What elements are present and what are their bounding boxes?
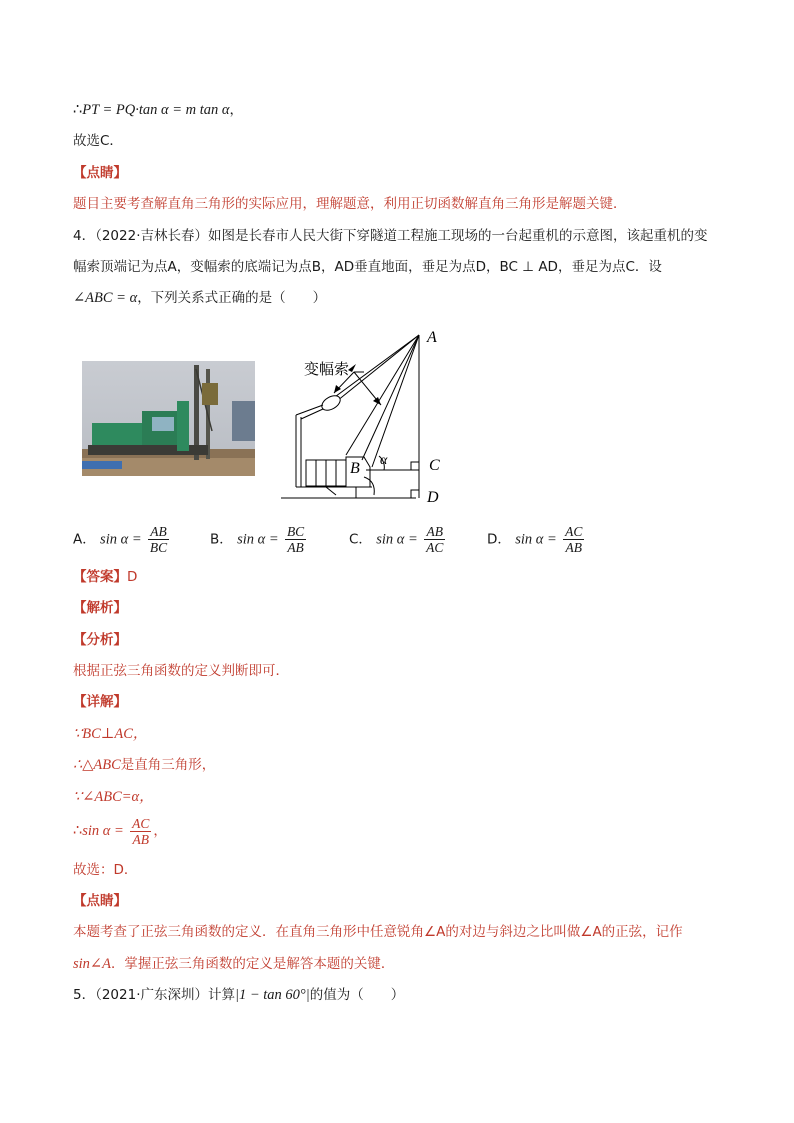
detail-line2: ∴△ABC是直角三角形， [73, 757, 216, 773]
detail-line4: ∴sin α = $\frac{AC}{AB}$ ， [73, 815, 167, 847]
summary2-line2: sin∠A．掌握正弦三角函数的定义是解答本题的关键． [73, 956, 395, 972]
detail-line5: 故选：D． [73, 862, 138, 878]
point-a: A [427, 329, 437, 346]
crane-diagram [276, 327, 456, 511]
point-c: C [429, 457, 440, 474]
choice-c-line: 故选C． [73, 133, 123, 149]
tag-xiangjie: 【详解】 [73, 694, 127, 710]
detail-line3: ∵∠ABC=α， [73, 789, 154, 805]
option-c: C． sin α = $\frac{AB}{AC}$ [349, 524, 444, 555]
option-d: D． sin α = $\frac{AC}{AB}$ [487, 524, 583, 555]
summary2-line1: 本题考查了正弦三角函数的定义．在直角三角形中任意锐角∠A的对边与斜边之比叫做∠A的正弦，记作 [73, 924, 683, 940]
tag-dianjing-2: 【点睛】 [73, 893, 127, 909]
q4-line1: 4．（2022·吉林长春）如图是长春市人民大街下穿隧道工程施工现场的一台起重机的示意图，该起重机的变 [73, 228, 708, 244]
q4-line2: 幅索顶端记为点A，变幅索的底端记为点B，AD垂直地面，垂足为点D，BC ⊥ AD，垂足为点C．设 [73, 259, 662, 275]
point-b: B [350, 460, 360, 477]
formula-line-pt: ∴PT = PQ·tan α = m tan α， [73, 102, 244, 118]
answer-line: 【答案】D [73, 569, 138, 585]
q5-line: 5．（2021·广东深圳）计算|1 − tan 60°|的值为（ ） [73, 987, 405, 1003]
crane-photo [82, 361, 255, 476]
option-b: B． sin α = $\frac{BC}{AB}$ [210, 524, 305, 555]
angle-alpha: α [380, 453, 388, 468]
tag-dianjing: 【点睛】 [73, 165, 127, 181]
fenxi-text: 根据正弦三角函数的定义判断即可． [73, 663, 289, 679]
point-d: D [427, 489, 439, 506]
detail-line1: ∵BC⊥AC， [73, 726, 148, 742]
tag-fenxi: 【分析】 [73, 632, 127, 648]
label-cable: 变幅索 [304, 360, 350, 378]
tag-jiexi: 【解析】 [73, 600, 127, 616]
q4-line3: ∠ABC = α，下列关系式正确的是（ ） [73, 290, 327, 306]
summary-line: 题目主要考查解直角三角形的实际应用，理解题意，利用正切函数解直角三角形是解题关键． [73, 196, 627, 212]
option-a: A． sin α = $\frac{AB}{BC}$ [73, 524, 168, 555]
